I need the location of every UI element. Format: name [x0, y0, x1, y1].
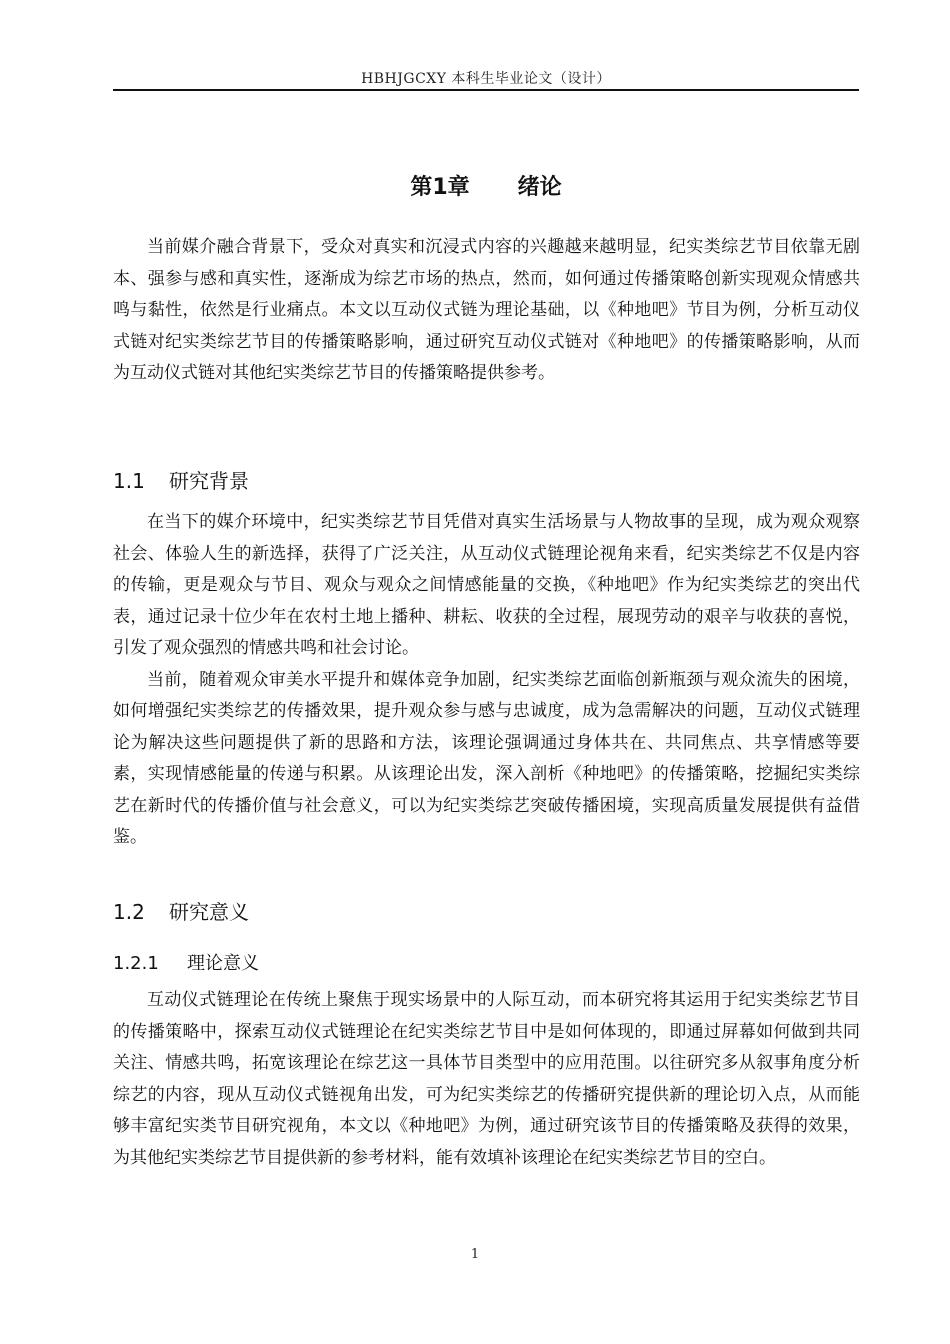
section-number: 1.2	[113, 900, 145, 924]
body-paragraph: 互动仪式链理论在传统上聚焦于现实场景中的人际互动，而本研究将其运用于纪实类综艺节目的传播策略中，探索互动仪式链理论在纪实类综艺节目中是如何体现的，即通过屏幕如何做到共同关注、情感共鸣，拓宽该理论在综艺这一具体节目类型中的应用范围。以往研究多从叙事角度分析综艺的内容，现从互动仪式链视角出发，可为纪实类综艺的传播研究提供新的理论切入点，从而能够丰富纪实类节目研究视角，本文以《种地吧》为例，通过研究该节目的传播策略及获得的效果，为其他纪实类综艺节目提供新的参考材料，能有效填补该理论在纪实类综艺节目的空白。	[113, 990, 860, 1168]
header-rule	[113, 89, 859, 91]
page-number: 1	[470, 1247, 480, 1262]
section-1-2-1-body	[113, 985, 860, 1174]
body-paragraph: 在当下的媒介环境中，纪实类综艺节目凭借对真实生活场景与人物故事的呈现，成为观众观察社会、体验人生的新选择，获得了广泛关注，从互动仪式链理论视角来看，纪实类综艺不仅是内容的传输，更是观众与节目、观众与观众之间情感能量的交换，《种地吧》作为纪实类综艺的突出代表，通过记录十位少年在农村土地上播种、耕耘、收获的全过程，展现劳动的艰辛与收获的喜悦，引发了观众强烈的情感共鸣和社会讨论。	[113, 512, 860, 658]
section-number: 1.1	[113, 469, 145, 493]
subsection-heading-1-2-1	[113, 949, 259, 975]
chapter-number: 第1章	[410, 175, 470, 200]
section-title: 研究意义	[169, 900, 249, 924]
running-header: HBHJGCXY 本科生毕业论文（设计）	[361, 71, 611, 87]
chapter-name: 绪论	[517, 175, 562, 200]
section-heading-1-2	[113, 896, 249, 925]
section-title: 研究背景	[169, 469, 249, 493]
subsection-title: 理论意义	[187, 953, 259, 974]
section-heading-1-1	[113, 465, 249, 494]
subsection-number: 1.2.1	[113, 953, 159, 974]
body-paragraph: 当前，随着观众审美水平提升和媒体竞争加剧，纪实类综艺面临创新瓶颈与观众流失的困境，如何增强纪实类综艺的传播效果，提升观众参与感与忠诚度，成为急需解决的问题，互动仪式链理论为解决这些问题提供了新的思路和方法，该理论强调通过身体共在、共同焦点、共享情感等要素，实现情感能量的传递与积累。从该理论出发，深入剖析《种地吧》的传播策略，挖掘纪实类综艺在新时代的传播价值与社会意义，可以为纪实类综艺突破传播困境，实现高质量发展提供有益借鉴。	[113, 669, 860, 847]
chapter-title	[113, 170, 859, 201]
intro-paragraph: 当前媒介融合背景下，受众对真实和沉浸式内容的兴趣越来越明显，纪实类综艺节目依靠无剧本、强参与感和真实性，逐渐成为综艺市场的热点，然而，如何通过传播策略创新实现观众情感共鸣与黏性，依然是行业痛点。本文以互动仪式链为理论基础，以《种地吧》节目为例，分析互动仪式链对纪实类综艺节目的传播策略影响，通过研究互动仪式链对《种地吧》的传播策略影响，从而为互动仪式链对其他纪实类综艺节目的传播策略提供参考。	[113, 237, 860, 383]
section-1-1-body	[113, 507, 860, 854]
intro-section	[113, 232, 860, 390]
